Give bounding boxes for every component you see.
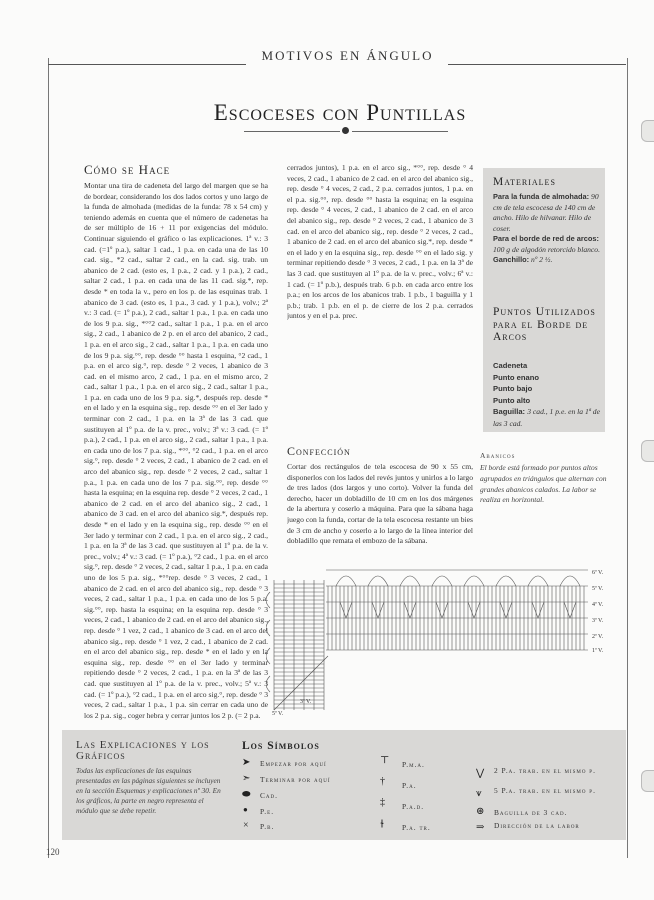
chart-arc — [496, 576, 516, 586]
end-here-icon: ➣ — [242, 773, 251, 784]
chart-arc — [400, 576, 420, 586]
double-crochet-icon: † — [380, 776, 385, 787]
abanicos-text: El borde está formado por puntos altos agrupados en triángulos que alternan con grandes abanicos calados. La labor se realiza en horizontal. — [480, 463, 607, 505]
direction-arrow-icon: ⇒ — [476, 822, 485, 833]
symbol-label: P.a. — [402, 781, 417, 790]
binder-hole — [641, 770, 654, 792]
symbol-label: P.a.d. — [402, 802, 425, 811]
confeccion-text: Cortar dos rectángulos de tela escocesa de 90 x 55 cm, disponerlos con los lados del revés juntos y unirlos a lo largo de tres lados (dos largos y uno corto). Volver la funda del derecho, hacer un dobladillo de 10 cm en los dos márgenes de la abertura y coserlo a máquina. Para que la sábana haga juego con la funda, cortar de la tela escocesa restante un bies de 3 cm de ancho y coserlo a lo largo de la línea interior del dobladillo que remata el embozo de la sábana. — [287, 462, 473, 546]
symbol-label: Empezar por aquí — [260, 759, 327, 768]
como-se-hace-heading: Cómo se Hace — [84, 162, 171, 177]
chart-arc — [432, 576, 452, 586]
symbol-label: P.a. tr. — [402, 823, 431, 832]
row-label: 1ª V. — [592, 648, 604, 654]
page-title: Escoceses con Puntillas — [213, 100, 467, 125]
row-label: 6ª V. — [592, 570, 604, 576]
binder-hole — [641, 120, 654, 142]
row-label: 4ª V. — [592, 602, 604, 608]
chart-arc — [468, 602, 480, 618]
instructions-text: Montar una tira de cadeneta del largo del margen que se ha de bordear, considerando los dos lados cortos y uno largo de la funda de almohada (medidas de la funda: 78 x 54 cm) y teniendo además en cuenta que el número de cadenetas ha de ser múltiplo de 16 + 11 por exigencias del módulo. Continuar siguiendo el gráfico o las explicaciones. 1ª v.: 3 cad. (=1º p.a.), saltar 1 cad., 1 p.a. en cada una de las 10 cad. sig., *2 cad., saltar 2 cad., en la cad. sig. trab. un abanico de 2 cad. (esto es, 1 p.a., 2 cad. y 1 p.a.), 2 cad., saltar 2 cad., 1 p.a. en cada una de las 11 cad. sig.*, rep. desde * en toda la v., pero en los p. de las esquinas trab. 1 abanico de 3 cad. (esto es, 1 p.a., 3 cad. y 1 p.a.), volv.; 2ª v.: 3 cad. (= 1º p.a.), 2 cad., saltar 1 p.a., 1 p.a. en cada uno de los 9 p.a. sig., *°°2 cad., saltar 1 p.a., 1 p.a. en el arco sig., 2 cad., 1 abanico de 2 p. en el arco del abanico, 2 cad., 1 p.a. en el arco sig., 2 cad., saltar 1 p.a., 1 p.a. en cada uno de los 9 p.a. sig.°°, rep. desde °° hasta 1 esquina, °2 cad., 1 p.a. en el arco sig.°, rep. desde ° 2 veces, 1 abanico de 3 cad. en el mismo arco, 2 cad., 1 p.a. en el mismo arco, 2 cad., saltar 1 p.a., 1 p.a. en el arco sig., 2 cad., saltar 1 p.a., 1 p.a. en cada uno de los 9 p.a. sig.*, después rep. desde * en el lado y en la esquina sig., rep. desde °° en el 3er lado y terminar con 2 cad., 1 p.a. en la 3ª de las 3 cad. que sustituyen al 1º p.a. de la v. prec., volv.; 3ª v.: 3 cad. (= 1º p.a.), 2 cad., 1 p.a. en el arco sig., 2 cad., saltar 1 p.a., 1 p.a. en cada uno de los 7 p.a. sig., *°°, °2 cad., 1 p.a. en el arco sig.°, rep. desde ° 2 veces, 2 cad., 1 abanico de 2 cad. en el arco del abanico sig., rep. desde ° 2 veces, 2 cad., saltar 1 p.a., 1 p.a. en cada uno de los 7 p.a. sig.°°, rep. desde °° hasta la esquina; en la esquina rep. desde ° 2 veces, 2 cad., 1 abanico de 2 cad. en el arco del abanico sig., 2 cad., 1 abanico de 3 cad. en el arco del abanico sig.*, después rep. desde * en el lado y en la esquina sig., rep. desde °° en el 3er lado y terminar con 2 cad., 1 p.a. en el arco sig., 2 cad., 1 p.a. en la 3ª de las 3 cad. que sustituyen al 1º p.a. de la v. prec., volv.; 4ª v.: 3 cad. (= 1º p.a.), °2 cad., 1 p.a. en el arco sig.°, rep. desde ° 2 veces, 2 cad., saltar 1 p.a., 1 p.a. en cada uno de los 5 p.a. sig., *°°rep. desde ° 3 veces, 2 cad., 1 abanico de 2 cad. en el arco del abanico sig., rep. desde ° 3 veces, 2 cad., saltar 1 p.a., 1 p.a. en cada uno de los 5 p.a. sig.°°, rep. hasta la esquina; en la esquina rep. desde ° 3 veces, 2 cad., 1 abanico de 2 cad. en el arco del abanico sig., rep. desde ° 1 vez, 2 cad., 1 abanico de 3 cad. en el arco del abanico sig., rep. desde ° 1 vez, 2 cad., 1 abanico de 2 cad. en el arco del abanico sig., rep. desde * en el lado y en la esquina sig., rep. desde °° en el 3er lado y terminar repitiendo desde ° 2 veces, 2 cad., 1 p.a. en la 3ª de las 3 cad. que sustituyen al 1º p.a. de la v. prec., volv.; 5ª v.: 3 cad. (= 1º p.a.), °2 cad., 1 p.a. en el arco sig.°, rep. desde ° 3 veces, 2 cad., saltar 1 p.a., 1 p.a. sin cerrar en cada uno de los 2 p.a. sig., coger hebra y cerrar juntos los 2 p. (= 2 p.a. — [84, 181, 268, 720]
chart-arc — [266, 676, 270, 692]
stitch-item: Punto bajo — [493, 384, 533, 393]
chart-arc — [528, 576, 548, 586]
row-label: 5ª V. — [592, 586, 604, 592]
materials-box — [483, 168, 605, 432]
binder-hole — [641, 440, 654, 462]
chart-arc — [372, 602, 384, 618]
treble-icon: ⫳ — [380, 818, 385, 829]
page-number: 120 — [46, 847, 60, 857]
stitches-heading: Puntos Utilizados para el Borde de Arcos — [493, 306, 596, 343]
row-label: 5ª V. — [272, 711, 284, 717]
chart-arc — [336, 576, 356, 586]
crochet-chart — [266, 560, 610, 725]
two-dc-same-stitch-icon: ⋁ — [476, 768, 485, 779]
symbol-label: Dirección de la labor — [494, 821, 580, 830]
stitches-list — [493, 360, 601, 429]
chart-arc — [404, 602, 416, 618]
chart-arc — [500, 602, 512, 618]
title-ornament — [342, 127, 349, 134]
section-title: MOTIVOS EN ÁNGULO — [261, 48, 434, 63]
stitch-item: Punto alto — [493, 395, 531, 405]
chart-arc — [532, 602, 544, 618]
explicaciones-text: Todas las explicaciones de las esquinas presentadas en las páginas siguientes se incluyen en la sección Esquemas y explicaciones nº 30. En los gráficos, la parte en negro representa el módulo que se debe repetir. — [76, 766, 221, 815]
start-here-icon: ➤ — [242, 757, 251, 768]
chart-arc — [266, 592, 270, 608]
slip-stitch-icon: ● — [243, 805, 248, 814]
chart-arc — [464, 576, 484, 586]
chart-arc — [368, 576, 388, 586]
materials-item: Para el borde de red de arcos: 100 g de algodón retorcido blanco. — [493, 234, 601, 254]
title-rule — [244, 131, 340, 132]
explicaciones-heading: Las Explicaciones y los Gráficos — [76, 739, 210, 762]
chain-icon: ⬬ — [242, 789, 251, 800]
row-label: 3ª V. — [592, 618, 604, 624]
chart-arc — [266, 648, 270, 664]
row-label: 3ª V. — [300, 699, 312, 705]
stitch-item: Baguilla: 3 cad., 1 p.e. en la 1ª de las 3 cad. — [493, 407, 600, 428]
row-label: 2ª V. — [592, 634, 604, 640]
stitch-item: Cadeneta — [493, 361, 528, 370]
chart-arc — [564, 602, 576, 618]
single-crochet-icon: × — [243, 820, 249, 831]
chart-arc — [340, 602, 352, 618]
chart-arc — [436, 602, 448, 618]
abanicos-heading: Abanicos — [480, 451, 516, 460]
symbol-label: Cad. — [260, 791, 278, 800]
instructions-text-col1 — [84, 181, 268, 721]
materials-item: Para la funda de almohada: 90 cm de tela escocesa de 140 cm de ancho. Hilo de hilvanar. Hilo de coser. — [493, 192, 599, 233]
symbol-label: Baguilla de 3 cad. — [494, 808, 568, 817]
stitch-item: Punto enano — [493, 372, 539, 382]
confeccion-heading: Confección — [287, 444, 351, 458]
chart-arc — [266, 620, 270, 636]
instructions-continuation: cerrados juntos), 1 p.a. en el arco sig., *°°, rep. desde ° 4 veces, 2 cad., 1 abanico de 2 cad. en el arco del abanico sig., rep. desde ° 4 veces, 2 cad., 2 p.a. cerrados juntos, 1 p.a. en el p.a. sig.°°, rep. desde °° hasta la esquina; en la esquina rep. desde ° 4 veces, 2 cad., 1 abanico de 2 cad. en el arco del abanico sig., rep. desde ° 2 veces, 2 cad., 1 abanico de 3 cad. en el arco del abanico sig., rep. desde ° 2 veces, 2 cad., 1 abanico de 2 cad. en el arco del abanico sig.*, rep. desde * en el lado y en la esquina sig., rep. desde °° en el lado sig. y terminar repitiendo desde ° 3 veces, 2 cad., 1 p.a. en la 3ª de las 3 cad. que sustituyen al 1º p.a. de la v. prec., volv.; 6ª v.: 1 cad. (= 1º p.b.), después trab. 6 p.b. en cada arco entre los p.a.; en los arcos de los abanicos trab. 1 p.b., 1 baguilla y 1 p.b.; trab. 1 p.b. en el p. de cierre de los 2 p.a. cerrados juntos y en el p.a. prec. — [287, 163, 473, 321]
materials-list — [493, 192, 601, 266]
legend-box — [62, 730, 626, 840]
five-dc-same-stitch-icon: ⩛ — [476, 788, 482, 799]
symbol-label: 2 P.a. trab. en el mismo p. — [494, 766, 596, 775]
materials-item: Ganchillo: nº 2 ½. — [493, 255, 553, 264]
chart-arc — [560, 576, 580, 586]
picot-icon: ⊛ — [476, 806, 485, 817]
symbol-label: P.m.a. — [402, 760, 425, 769]
symbol-label: 5 P.a. trab. en el mismo p. — [494, 786, 596, 795]
materials-heading: Materiales — [493, 176, 556, 188]
instructions-text-col2 — [287, 163, 473, 435]
symbol-label: Terminar por aquí — [260, 775, 331, 784]
symbol-label: P.b. — [260, 822, 275, 831]
symbol-label: P.e. — [260, 807, 275, 816]
double-treble-icon: ‡ — [380, 797, 385, 808]
header-rule — [48, 64, 246, 65]
simbolos-heading: Los Símbolos — [242, 740, 320, 752]
title-rule — [352, 131, 448, 132]
half-double-icon: ⊤ — [380, 755, 390, 766]
header-rule — [448, 64, 626, 65]
